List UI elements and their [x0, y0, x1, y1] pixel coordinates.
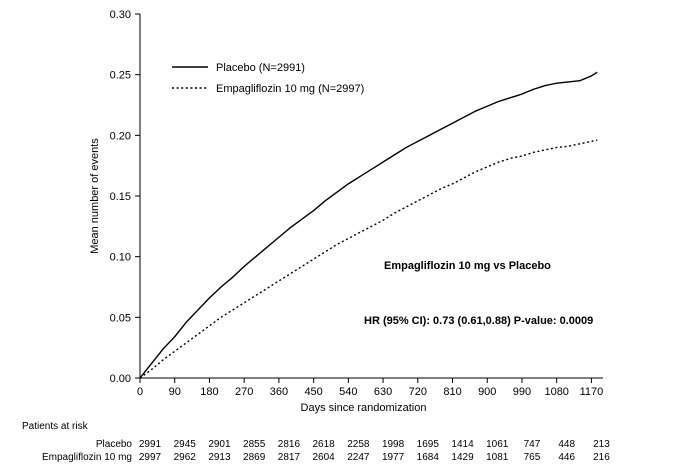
y-axis-tick-label: 0.30	[109, 9, 131, 21]
x-axis-tick-label: 180	[200, 386, 219, 398]
x-axis-tick-label: 1080	[544, 386, 569, 398]
risk-row-value: 1429	[451, 452, 474, 463]
x-axis-tick-label: 630	[373, 386, 393, 398]
x-axis-tick-label: 450	[304, 386, 323, 398]
legend-label-empagliflozin: Empagliflozin 10 mg (N=2997)	[216, 83, 365, 95]
x-axis-tick-label: 90	[168, 386, 181, 398]
risk-row-value: 2855	[243, 439, 266, 450]
y-axis-tick-label: 0.20	[109, 130, 131, 143]
x-axis-tick-label: 990	[512, 386, 532, 398]
annotation-comparison: Empagliflozin 10 mg vs Placebo	[384, 260, 551, 272]
risk-row-value: 446	[558, 452, 576, 463]
annotation-hazard-ratio: HR (95% CI): 0.73 (0.61,0.88) P-value: 0.0009	[364, 315, 594, 327]
risk-row-value: 2991	[138, 439, 162, 450]
risk-row-value: 2604	[312, 452, 335, 463]
risk-row-label: Empagliflozin 10 mg	[41, 452, 132, 463]
risk-row-value: 2945	[173, 439, 196, 450]
risk-row-value: 2247	[347, 452, 370, 463]
risk-row-value: 2618	[312, 439, 335, 450]
x-axis-tick-label: 900	[478, 386, 497, 398]
series-line-0	[140, 72, 597, 378]
legend-label-placebo: Placebo (N=2991)	[216, 62, 305, 74]
risk-table-title: Patients at risk	[22, 421, 88, 432]
y-axis-tick-label: 0.25	[109, 69, 131, 82]
risk-row-value: 2869	[243, 452, 266, 463]
risk-row-value: 2901	[208, 439, 231, 450]
x-axis-tick-label: 270	[234, 386, 254, 398]
x-axis-title: Days since randomization	[300, 402, 427, 414]
y-axis-title: Mean number of events	[89, 138, 101, 254]
risk-row-value: 213	[593, 439, 610, 450]
risk-row-value: 2913	[208, 452, 231, 463]
x-axis-tick-label: 810	[443, 386, 462, 398]
risk-row-value: 1977	[381, 452, 405, 463]
risk-row-value: 448	[558, 439, 576, 450]
y-axis-tick-label: 0.05	[109, 312, 131, 325]
x-axis-tick-label: 360	[269, 386, 289, 398]
x-axis-tick-label: 0	[136, 386, 144, 398]
x-axis-tick-label: 1170	[579, 386, 604, 398]
risk-row-value: 1684	[416, 452, 439, 463]
y-axis-tick-label: 0.00	[109, 373, 131, 385]
y-axis-tick-label: 0.10	[109, 251, 131, 264]
risk-row-value: 2816	[277, 439, 301, 450]
risk-row-value: 1081	[486, 452, 509, 463]
risk-row-value: 2962	[173, 452, 196, 463]
x-axis-tick-label: 540	[339, 386, 358, 398]
risk-row-value: 2258	[347, 439, 370, 450]
risk-row-value: 1061	[486, 439, 509, 450]
risk-row-value: 1695	[416, 439, 439, 450]
risk-row-value: 2817	[277, 452, 301, 463]
risk-row-value: 1414	[451, 439, 474, 450]
risk-row-value: 216	[593, 452, 610, 463]
y-axis-tick-label: 0.15	[109, 191, 131, 203]
risk-row-value: 747	[523, 439, 541, 450]
risk-row-value: 1998	[381, 439, 405, 450]
risk-row-value: 765	[523, 452, 541, 463]
risk-row-label: Placebo	[95, 439, 132, 450]
risk-row-value: 2997	[138, 452, 162, 463]
x-axis-tick-label: 720	[408, 386, 427, 398]
